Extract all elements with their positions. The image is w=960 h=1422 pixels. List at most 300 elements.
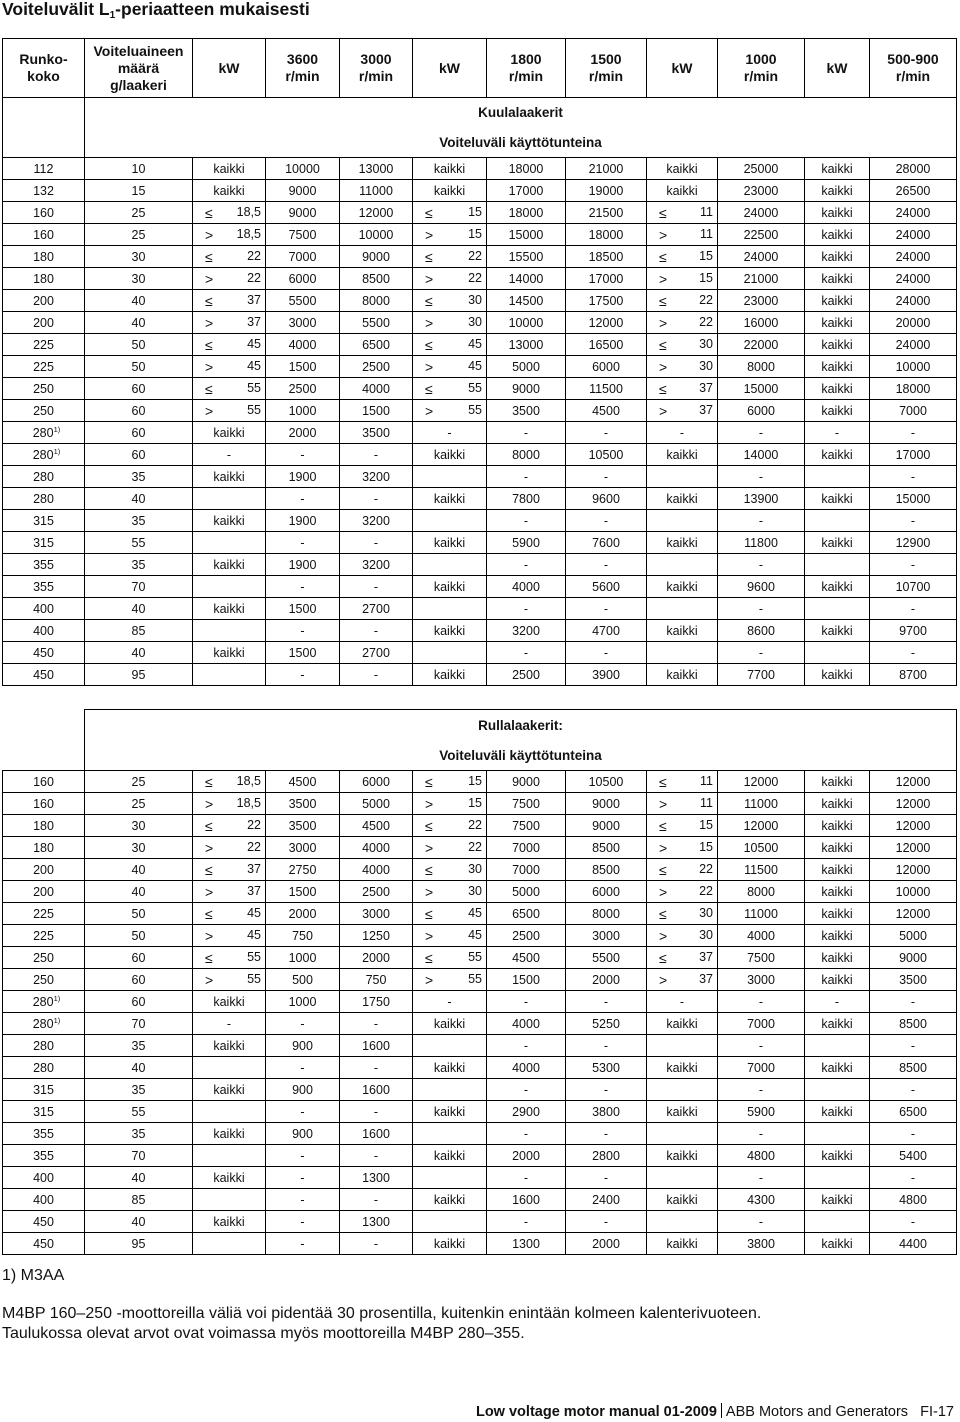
table-cell: 95 xyxy=(85,664,193,686)
table-cell: kaikki xyxy=(193,1035,266,1057)
table-cell: 3500 xyxy=(487,400,566,422)
table-cell: 8500 xyxy=(340,268,413,290)
table-cell: - xyxy=(805,991,870,1013)
table-cell: - xyxy=(340,576,413,598)
table-cell: 70 xyxy=(85,1145,193,1167)
table-cell: - xyxy=(487,1167,566,1189)
table-cell: 24000 xyxy=(870,246,957,268)
table-cell: 9000 xyxy=(266,202,340,224)
table-cell xyxy=(193,488,266,510)
table-cell: - xyxy=(718,466,805,488)
table-row xyxy=(3,598,957,620)
table-cell: 10000 xyxy=(340,224,413,246)
table-cell: 315 xyxy=(3,532,85,554)
table-cell: 28000 xyxy=(870,158,957,180)
table-cell: 4000 xyxy=(340,378,413,400)
table-cell: 750 xyxy=(266,925,340,947)
table-cell: - xyxy=(566,1079,647,1101)
table-cell: kaikki xyxy=(647,620,718,642)
table-cell: kaikki xyxy=(805,925,870,947)
table-cell: 60 xyxy=(85,400,193,422)
table-cell xyxy=(805,510,870,532)
table-cell: 315 xyxy=(3,510,85,532)
table-cell: kaikki xyxy=(193,158,266,180)
table-cell: 11000 xyxy=(718,903,805,925)
table-cell: kaikki xyxy=(413,180,487,202)
table-cell: - xyxy=(340,444,413,466)
table-cell: kaikki xyxy=(413,488,487,510)
table-cell: 6500 xyxy=(340,334,413,356)
table-cell: - xyxy=(647,422,718,444)
table-cell: 400 xyxy=(3,1167,85,1189)
table-cell: 750 xyxy=(340,969,413,991)
table-cell: 1300 xyxy=(340,1167,413,1189)
table-cell: - xyxy=(870,1211,957,1233)
table-cell xyxy=(193,1233,266,1255)
table-cell: kaikki xyxy=(413,1189,487,1211)
table-cell: 24000 xyxy=(870,268,957,290)
table-cell: - xyxy=(566,554,647,576)
table-cell xyxy=(193,532,266,554)
table-cell: 3000 xyxy=(340,903,413,925)
table-cell: - xyxy=(870,554,957,576)
header-500-900: 500-900 r/min xyxy=(870,39,957,98)
table-cell: 355 xyxy=(3,576,85,598)
table-cell: kaikki xyxy=(805,1145,870,1167)
table-cell xyxy=(413,598,487,620)
table-row xyxy=(3,771,957,793)
table-cell: ≤ 30 xyxy=(413,290,487,312)
table-cell: > 18,5 xyxy=(193,224,266,246)
table-cell: 14500 xyxy=(487,290,566,312)
table-cell: 24000 xyxy=(870,224,957,246)
table-cell: 14000 xyxy=(718,444,805,466)
table-cell: kaikki xyxy=(805,947,870,969)
table-cell: 11000 xyxy=(340,180,413,202)
table-cell: 4000 xyxy=(487,576,566,598)
table-cell: - xyxy=(487,554,566,576)
table-cell: 9600 xyxy=(566,488,647,510)
table-cell: - xyxy=(487,422,566,444)
table-cell: kaikki xyxy=(805,488,870,510)
table-cell xyxy=(193,1057,266,1079)
header-kw: kW xyxy=(413,39,487,98)
table-cell: 35 xyxy=(85,466,193,488)
table-cell: - xyxy=(266,664,340,686)
table-cell: 9000 xyxy=(566,793,647,815)
table-cell: 17000 xyxy=(870,444,957,466)
table-cell: kaikki xyxy=(647,488,718,510)
table-cell: 500 xyxy=(266,969,340,991)
table-row xyxy=(3,837,957,859)
table-cell: ≤ 45 xyxy=(193,334,266,356)
header-1800: 1800 r/min xyxy=(487,39,566,98)
table-cell: 12000 xyxy=(340,202,413,224)
table-row xyxy=(3,1145,957,1167)
table-cell: 40 xyxy=(85,1167,193,1189)
table-row xyxy=(3,642,957,664)
table-cell xyxy=(413,466,487,488)
table-cell: kaikki xyxy=(805,334,870,356)
header-grease-amount: Voiteluaineen määrä g/laakeri xyxy=(85,39,193,98)
table-cell: 2500 xyxy=(487,925,566,947)
table-cell: 12000 xyxy=(870,793,957,815)
table-cell: - xyxy=(870,598,957,620)
blank-cell xyxy=(3,710,85,771)
table-cell: kaikki xyxy=(647,576,718,598)
table-cell: 20000 xyxy=(870,312,957,334)
table-cell: 40 xyxy=(85,488,193,510)
table-cell: > 30 xyxy=(647,356,718,378)
table-row xyxy=(3,925,957,947)
table-cell: 8000 xyxy=(487,444,566,466)
table-row xyxy=(3,903,957,925)
table-cell: 355 xyxy=(3,1145,85,1167)
table-cell: 30 xyxy=(85,837,193,859)
table-cell: 1900 xyxy=(266,466,340,488)
table-cell: 2400 xyxy=(566,1189,647,1211)
table-cell: 900 xyxy=(266,1035,340,1057)
table-cell: 12000 xyxy=(718,771,805,793)
table-cell: 11500 xyxy=(566,378,647,400)
table-cell: kaikki xyxy=(805,312,870,334)
table-cell: 180 xyxy=(3,837,85,859)
table-cell: ≤ 11 xyxy=(647,202,718,224)
table-cell: - xyxy=(340,1233,413,1255)
table-cell: - xyxy=(340,1189,413,1211)
table-cell xyxy=(647,1079,718,1101)
table-cell: > 11 xyxy=(647,224,718,246)
table-cell: ≤ 22 xyxy=(413,246,487,268)
table-cell: 4000 xyxy=(340,859,413,881)
table-cell: - xyxy=(193,444,266,466)
table-cell: kaikki xyxy=(805,246,870,268)
table-cell xyxy=(647,642,718,664)
table-cell: - xyxy=(487,510,566,532)
table-cell: 5000 xyxy=(487,356,566,378)
table-cell: 3000 xyxy=(566,925,647,947)
table-cell: kaikki xyxy=(805,1233,870,1255)
table-cell: kaikki xyxy=(805,180,870,202)
table-cell: 5250 xyxy=(566,1013,647,1035)
table-cell: 15000 xyxy=(870,488,957,510)
table-cell: 60 xyxy=(85,969,193,991)
table-cell: 280$^{1)}$ xyxy=(3,422,85,444)
table-cell xyxy=(413,1123,487,1145)
table-cell: 4500 xyxy=(566,400,647,422)
table-row xyxy=(3,1167,957,1189)
table-cell: 3200 xyxy=(340,466,413,488)
table-cell: 7800 xyxy=(487,488,566,510)
table-cell: 9000 xyxy=(870,947,957,969)
table-cell: 7500 xyxy=(487,793,566,815)
table-cell: 1000 xyxy=(266,947,340,969)
table-cell: kaikki xyxy=(805,576,870,598)
table-cell xyxy=(805,1123,870,1145)
table-cell: kaikki xyxy=(413,1233,487,1255)
table-cell: 2700 xyxy=(340,598,413,620)
table-cell: - xyxy=(340,1145,413,1167)
table-cell: kaikki xyxy=(413,576,487,598)
table-cell: 1000 xyxy=(266,400,340,422)
table-cell: 4700 xyxy=(566,620,647,642)
table-cell: 24000 xyxy=(718,202,805,224)
table-row xyxy=(3,334,957,356)
table-cell: 9000 xyxy=(566,815,647,837)
table-cell: - xyxy=(193,1013,266,1035)
table-cell xyxy=(193,576,266,598)
table-cell: 225 xyxy=(3,334,85,356)
table-cell: 35 xyxy=(85,1035,193,1057)
table-cell: 280 xyxy=(3,466,85,488)
table-cell: 160 xyxy=(3,202,85,224)
table-cell: kaikki xyxy=(805,1013,870,1035)
table-cell: 2500 xyxy=(487,664,566,686)
table-cell: 22500 xyxy=(718,224,805,246)
table-cell: 60 xyxy=(85,444,193,466)
table-cell: kaikki xyxy=(647,1189,718,1211)
table-cell: 40 xyxy=(85,312,193,334)
table-cell xyxy=(413,554,487,576)
table-row xyxy=(3,576,957,598)
table-cell: 8000 xyxy=(718,881,805,903)
table-cell: 15 xyxy=(85,180,193,202)
table-cell: 5000 xyxy=(487,881,566,903)
table-cell: 2000 xyxy=(340,947,413,969)
table-cell: - xyxy=(566,1167,647,1189)
table-cell xyxy=(193,620,266,642)
table-cell: 250 xyxy=(3,400,85,422)
table-cell: 40 xyxy=(85,598,193,620)
table-cell: kaikki xyxy=(805,1101,870,1123)
table-cell: 23000 xyxy=(718,180,805,202)
table-cell: 11000 xyxy=(718,793,805,815)
table-cell: 180 xyxy=(3,268,85,290)
table-cell: 22000 xyxy=(718,334,805,356)
table-row xyxy=(3,947,957,969)
table-cell: kaikki xyxy=(413,664,487,686)
table-cell: 1500 xyxy=(266,642,340,664)
table-cell: - xyxy=(266,1167,340,1189)
table-cell: 2000 xyxy=(487,1145,566,1167)
table-cell: > 55 xyxy=(193,969,266,991)
table-cell: kaikki xyxy=(647,1233,718,1255)
table-cell: > 55 xyxy=(193,400,266,422)
table-cell: ≤ 37 xyxy=(193,859,266,881)
table-cell: - xyxy=(718,1079,805,1101)
table-row xyxy=(3,969,957,991)
table-cell: - xyxy=(718,991,805,1013)
table-cell: > 30 xyxy=(647,925,718,947)
table-cell: - xyxy=(266,488,340,510)
table-cell: kaikki xyxy=(647,664,718,686)
table-cell: 16500 xyxy=(566,334,647,356)
table-cell: 55 xyxy=(85,532,193,554)
table-cell: 3000 xyxy=(266,837,340,859)
table-cell: 12000 xyxy=(566,312,647,334)
roller-bearing-table xyxy=(2,709,957,1255)
table-cell: 3500 xyxy=(340,422,413,444)
table-row xyxy=(3,158,957,180)
table-cell: - xyxy=(340,488,413,510)
table-cell: 6000 xyxy=(718,400,805,422)
table-cell xyxy=(413,510,487,532)
table-cell: - xyxy=(718,1167,805,1189)
table-cell: - xyxy=(340,1013,413,1035)
table-cell xyxy=(413,1211,487,1233)
table-cell: 450 xyxy=(3,642,85,664)
table-row xyxy=(3,290,957,312)
table-cell xyxy=(805,1167,870,1189)
table-cell: ≤ 22 xyxy=(413,815,487,837)
table-cell: kaikki xyxy=(193,991,266,1013)
table-row xyxy=(3,1079,957,1101)
table-cell: 12000 xyxy=(870,771,957,793)
table-row xyxy=(3,664,957,686)
table-cell: 12000 xyxy=(870,859,957,881)
table-cell: 3800 xyxy=(718,1233,805,1255)
table-cell: ≤ 37 xyxy=(193,290,266,312)
table-cell: 15500 xyxy=(487,246,566,268)
table-cell: > 15 xyxy=(647,268,718,290)
table-cell: 55 xyxy=(85,1101,193,1123)
table-cell: - xyxy=(566,642,647,664)
table-cell: 2000 xyxy=(266,422,340,444)
table-cell: 21500 xyxy=(566,202,647,224)
table-cell: 40 xyxy=(85,642,193,664)
table-cell: > 22 xyxy=(647,881,718,903)
table-cell: 17000 xyxy=(566,268,647,290)
table-cell: 11800 xyxy=(718,532,805,554)
table-row xyxy=(3,1189,957,1211)
note-line-2: Taulukossa olevat arvot ovat voimassa myös moottoreilla M4BP 280–355. xyxy=(2,1325,525,1342)
header-kw: kW xyxy=(805,39,870,98)
table-cell: 40 xyxy=(85,1211,193,1233)
table-cell: - xyxy=(266,444,340,466)
table-cell: 3800 xyxy=(566,1101,647,1123)
table-row xyxy=(3,224,957,246)
table-cell: 280 xyxy=(3,1035,85,1057)
blank-cell xyxy=(3,98,85,158)
table-cell: > 37 xyxy=(647,400,718,422)
table-cell: 11500 xyxy=(718,859,805,881)
table-cell: - xyxy=(413,422,487,444)
table-cell: 1000 xyxy=(266,991,340,1013)
table-cell: > 55 xyxy=(413,400,487,422)
table-cell: - xyxy=(266,1189,340,1211)
table-cell: > 37 xyxy=(193,312,266,334)
table-cell: 13000 xyxy=(487,334,566,356)
table-cell: - xyxy=(870,1167,957,1189)
section-sublabel: Voiteluväli käyttötunteina xyxy=(85,742,957,771)
table-cell: 4300 xyxy=(718,1189,805,1211)
table-cell: ≤ 18,5 xyxy=(193,202,266,224)
table-cell: - xyxy=(647,991,718,1013)
table-cell xyxy=(647,554,718,576)
table-cell: kaikki xyxy=(413,620,487,642)
table-cell: 450 xyxy=(3,1233,85,1255)
table-cell: - xyxy=(870,1079,957,1101)
table-cell: 13900 xyxy=(718,488,805,510)
table-cell: > 15 xyxy=(413,793,487,815)
table-row xyxy=(3,312,957,334)
table-cell: kaikki xyxy=(413,1013,487,1035)
table-cell: 15000 xyxy=(487,224,566,246)
table-cell: kaikki xyxy=(193,1123,266,1145)
table-cell xyxy=(647,510,718,532)
table-cell: 3000 xyxy=(266,312,340,334)
table-row xyxy=(3,202,957,224)
table-cell: ≤ 55 xyxy=(193,378,266,400)
table-cell: 2700 xyxy=(340,642,413,664)
table-cell: 14000 xyxy=(487,268,566,290)
table-cell: 6000 xyxy=(266,268,340,290)
table-cell: 40 xyxy=(85,881,193,903)
table-cell: ≤ 22 xyxy=(647,859,718,881)
table-row xyxy=(3,881,957,903)
table-cell: 2800 xyxy=(566,1145,647,1167)
note-line-1: M4BP 160–250 -moottoreilla väliä voi pidentää 30 prosentilla, kuitenkin enintään kolmeen kalenterivuoteen. xyxy=(2,1305,762,1322)
table-cell: kaikki xyxy=(805,532,870,554)
table-cell: kaikki xyxy=(805,268,870,290)
table-row xyxy=(3,793,957,815)
table-cell: 70 xyxy=(85,576,193,598)
table-row xyxy=(3,378,957,400)
table-cell: > 22 xyxy=(413,837,487,859)
table-row xyxy=(3,1233,957,1255)
table-cell: kaikki xyxy=(805,859,870,881)
table-cell: 8500 xyxy=(566,859,647,881)
table-cell: 4000 xyxy=(266,334,340,356)
table-cell: 9000 xyxy=(266,180,340,202)
table-cell: 23000 xyxy=(718,290,805,312)
table-row xyxy=(3,991,957,1013)
table-cell: > 45 xyxy=(413,925,487,947)
table-cell: > 15 xyxy=(413,224,487,246)
table-cell: 10500 xyxy=(566,444,647,466)
table-cell: ≤ 15 xyxy=(647,815,718,837)
table-cell: 2500 xyxy=(340,881,413,903)
table-cell: 8000 xyxy=(718,356,805,378)
table-cell: - xyxy=(413,991,487,1013)
table-cell: 9700 xyxy=(870,620,957,642)
table-cell: 250 xyxy=(3,947,85,969)
table-cell: - xyxy=(340,1057,413,1079)
table-cell: 17500 xyxy=(566,290,647,312)
table-cell: kaikki xyxy=(805,881,870,903)
table-cell: 8700 xyxy=(870,664,957,686)
table-cell: - xyxy=(718,422,805,444)
table-cell: - xyxy=(487,598,566,620)
table-row xyxy=(3,532,957,554)
table-cell: 315 xyxy=(3,1079,85,1101)
table-cell: 1250 xyxy=(340,925,413,947)
table-cell: 50 xyxy=(85,334,193,356)
table-cell xyxy=(647,1211,718,1233)
table-cell: 1900 xyxy=(266,510,340,532)
table-cell: 18000 xyxy=(566,224,647,246)
table-row xyxy=(3,400,957,422)
table-cell: 40 xyxy=(85,1057,193,1079)
table-cell: 4500 xyxy=(487,947,566,969)
table-row xyxy=(3,246,957,268)
header-frame-size: Runko- koko xyxy=(3,39,85,98)
table-cell: kaikki xyxy=(805,793,870,815)
header-kw: kW xyxy=(193,39,266,98)
table-cell: 8600 xyxy=(718,620,805,642)
table-cell: 5500 xyxy=(340,312,413,334)
table-cell: 315 xyxy=(3,1101,85,1123)
